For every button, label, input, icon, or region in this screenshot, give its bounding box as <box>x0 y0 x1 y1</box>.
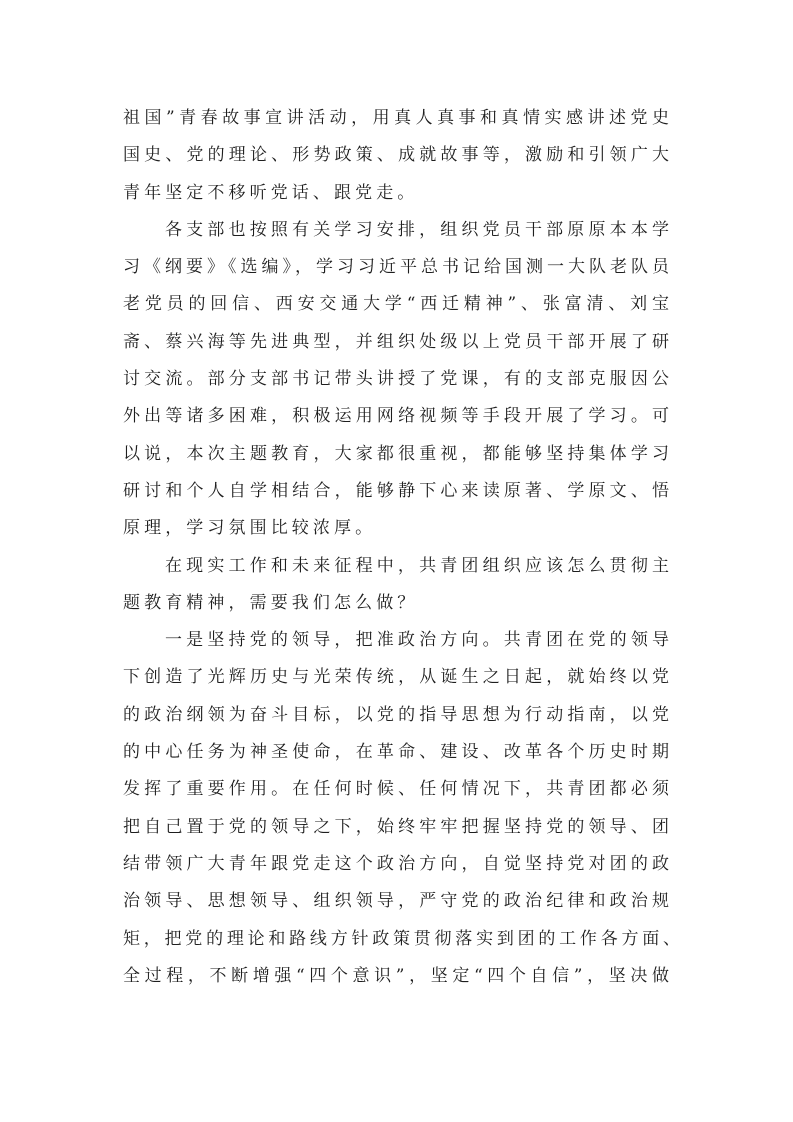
text-line: 结带领广大青年跟党走这个政治方向，自觉坚持党对团的政 <box>123 853 672 874</box>
text-line: 各支部也按照有关学习安排，组织党员干部原原本本学 <box>165 219 672 240</box>
text-line: 下创造了光辉历史与光荣传统，从诞生之日起，就始终以党 <box>123 667 672 688</box>
text-line: 在现实工作和未来征程中，共青团组织应该怎么贯彻主 <box>165 555 672 576</box>
paragraph <box>123 548 672 623</box>
text-line: 青年坚定不移听党话、跟党走。 <box>123 182 419 203</box>
text-line: 发挥了重要作用。在任何时候、任何情况下，共青团都必须 <box>123 779 672 800</box>
text-line: 外出等诸多困难，积极运用网络视频等手段开展了学习。可 <box>123 406 672 427</box>
body-text <box>123 100 683 995</box>
text-line: 的中心任务为神圣使命，在革命、建设、改革各个历史时期 <box>123 742 672 763</box>
text-line: 老党员的回信、西安交通大学“西迁精神”、张富清、刘宝 <box>123 294 672 315</box>
paragraph <box>123 100 672 212</box>
text-line: 国史、党的理论、形势政策、成就故事等，激励和引领广大 <box>123 145 672 166</box>
text-line: 治领导、思想领导、组织领导，严守党的政治纪律和政治规 <box>123 891 672 912</box>
text-line: 原理，学习氛围比较浓厚。 <box>123 518 377 539</box>
text-line: 以说，本次主题教育，大家都很重视，都能够坚持集体学习 <box>123 443 672 464</box>
text-line: 习《纲要》《选编》，学习习近平总书记给国测一大队老队员 <box>123 257 672 278</box>
text-line: 的政治纲领为奋斗目标，以党的指导思想为行动指南，以党 <box>123 704 672 725</box>
paragraph <box>123 212 672 548</box>
paragraph <box>123 622 683 995</box>
text-line: 斋、蔡兴海等先进典型，并组织处级以上党员干部开展了研 <box>123 331 672 352</box>
text-line: 祖国”青春故事宣讲活动，用真人真事和真情实感讲述党史 <box>123 108 672 128</box>
text-line: 矩，把党的理论和路线方针政策贯彻落实到团的工作各方面、 <box>123 928 683 949</box>
text-line: 把自己置于党的领导之下，始终牢牢把握坚持党的领导、团 <box>123 816 672 837</box>
text-line: 一是坚持党的领导，把准政治方向。共青团在党的领导 <box>165 630 672 651</box>
text-line: 题教育精神，需要我们怎么做？ <box>123 592 419 613</box>
text-line: 讨交流。部分支部书记带头讲授了党课，有的支部克服因公 <box>123 369 672 390</box>
text-line: 全过程，不断增强“四个意识”，坚定“四个自信”，坚决做 <box>123 965 672 986</box>
text-line: 研讨和个人自学相结合，能够静下心来读原著、学原文、悟 <box>123 480 672 501</box>
